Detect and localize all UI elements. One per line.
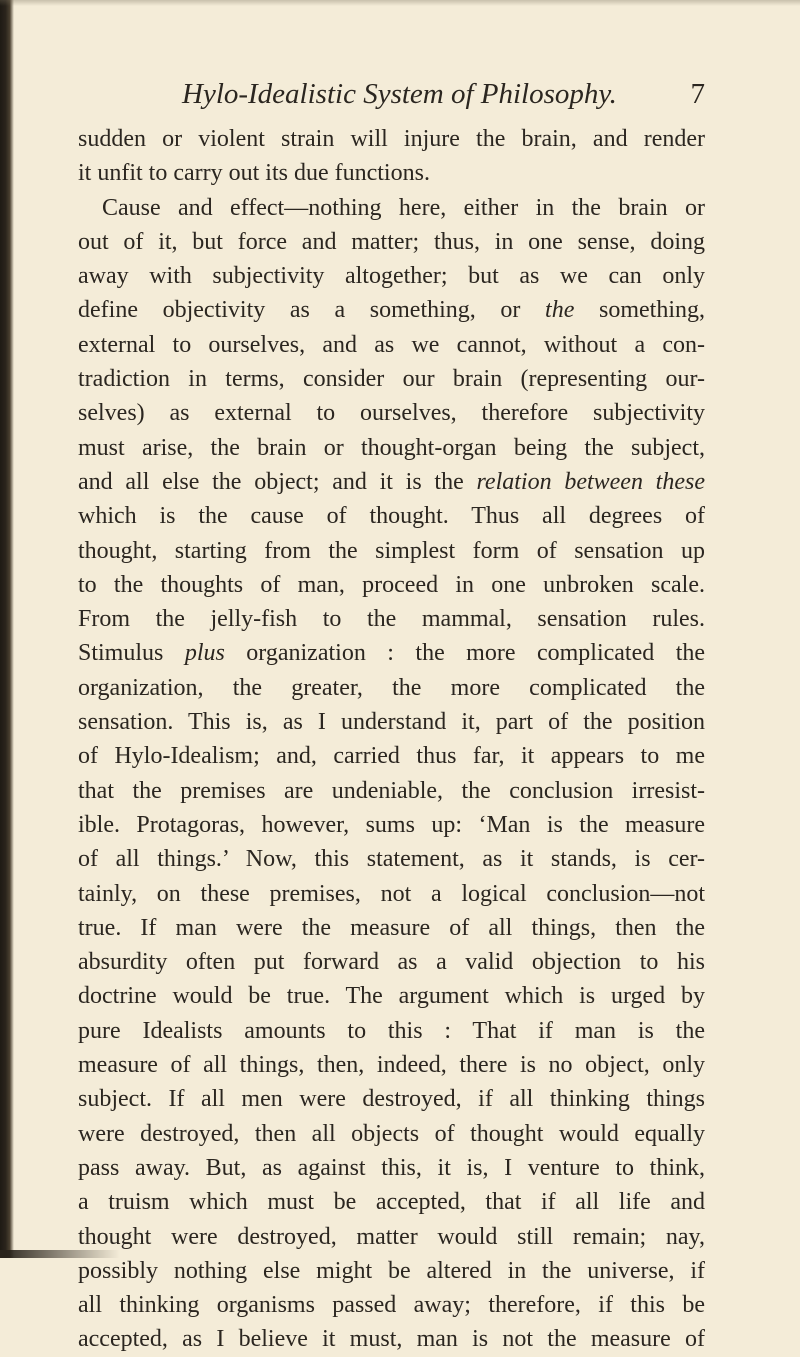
text-line: which is the cause of thought. Thus all degrees of xyxy=(78,503,705,530)
text-line: sudden or violent strain will injure the brain, and render xyxy=(78,126,705,152)
binding-edge xyxy=(0,0,14,1258)
body-text xyxy=(78,122,705,1357)
text-line: pure Idealists amounts to this : That if man is the xyxy=(78,1017,705,1044)
text-line: and all else the object; and it is the relation between these xyxy=(78,468,705,495)
text-line: tradiction in terms, consider our brain (representing our- xyxy=(78,366,705,393)
text-line: of Hylo-Idealism; and, carried thus far, it appears to me xyxy=(78,743,705,770)
text-line: selves) as external to ourselves, therefore subjectivity xyxy=(78,400,705,427)
text-line: out of it, but force and matter; thus, in one sense, doing xyxy=(78,228,705,255)
text-line: thought were destroyed, matter would still remain; nay, xyxy=(78,1223,705,1250)
book-page xyxy=(78,72,705,1357)
page-top-shadow xyxy=(0,0,800,6)
text-line: to the thoughts of man, proceed in one unbroken scale. xyxy=(78,571,705,598)
text-line: pass away. But, as against this, it is, I venture to think, xyxy=(78,1154,705,1181)
text-line: must arise, the brain or thought-organ being the subject, xyxy=(78,434,705,461)
text-line: that the premises are undeniable, the conclusion irresist- xyxy=(78,777,705,804)
text-line: From the jelly-fish to the mammal, sensation rules. xyxy=(78,606,705,633)
text-line: were destroyed, then all objects of thought would equally xyxy=(78,1120,705,1147)
text-line: define objectivity as a something, or the something, xyxy=(78,297,706,324)
text-line: true. If man were the measure of all things, then the xyxy=(78,914,705,941)
text-line: measure of all things, then, indeed, there is no object, only xyxy=(78,1052,705,1079)
text-line: accepted, as I believe it must, man is not the measure of xyxy=(78,1326,705,1353)
text-line: subject. If all men were destroyed, if all thinking things xyxy=(78,1086,705,1113)
text-line: a truism which must be accepted, that if all life and xyxy=(78,1189,705,1216)
running-head xyxy=(78,72,705,116)
text-line: thought, starting from the simplest form of sensation up xyxy=(78,537,705,564)
page-number: 7 xyxy=(690,78,705,110)
text-line: of all things.’ Now, this statement, as it stands, is cer- xyxy=(78,846,705,873)
text-line: Stimulus plus organization : the more complicated the xyxy=(78,640,706,667)
text-line: possibly nothing else might be altered in the universe, if xyxy=(78,1257,705,1284)
text-line: doctrine would be true. The argument which is urged by xyxy=(78,983,705,1010)
text-line: all thinking organisms passed away; therefore, if this be xyxy=(78,1292,705,1319)
text-line: it unfit to carry out its due functions. xyxy=(78,160,430,187)
text-line: ible. Protagoras, however, sums up: ‘Man is the measure xyxy=(78,811,705,838)
text-line: Cause and effect—nothing here, either in the brain or xyxy=(102,194,705,221)
running-title: Hylo-Idealistic System of Philosophy. xyxy=(182,78,617,110)
text-line: tainly, on these premises, not a logical conclusion—not xyxy=(78,880,705,907)
text-line: external to ourselves, and as we cannot, without a con- xyxy=(78,331,705,358)
text-line: absurdity often put forward as a valid objection to his xyxy=(78,949,705,976)
text-line: organization, the greater, the more complicated the xyxy=(78,674,705,701)
text-line: away with subjectivity altogether; but as we can only xyxy=(78,263,705,290)
text-line: sensation. This is, as I understand it, part of the position xyxy=(78,709,705,736)
